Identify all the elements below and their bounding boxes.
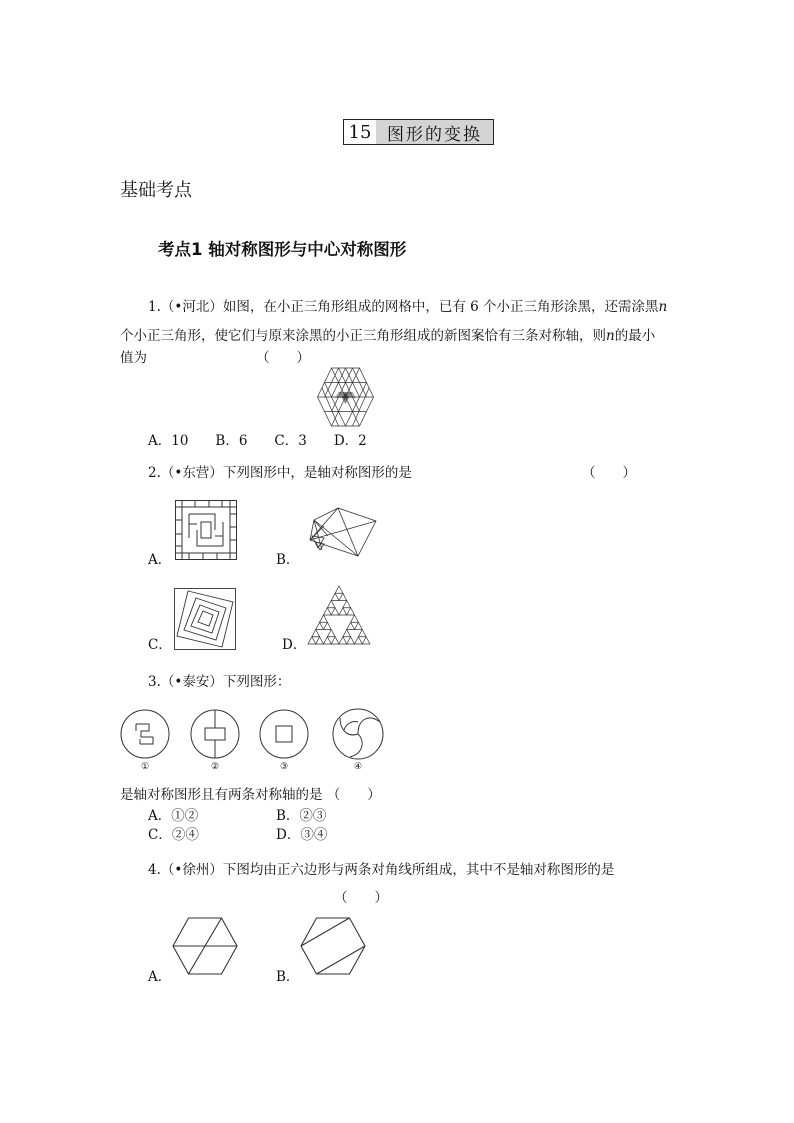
q2-label-d: D． [282,637,307,653]
circle-label-4: ④ [354,762,363,772]
circle-figure-2 [190,709,240,759]
q3-question: 是轴对称图形且有两条对称轴的是 （ ） [120,787,381,803]
circle-label-1: ① [141,762,150,772]
circle-label-2: ② [211,762,220,772]
topic-heading: 考点1 轴对称图形与中心对称图形 [158,240,407,259]
chapter-name: 图形的变换 [376,120,493,144]
q4-answer-paren: （ ） [334,890,388,906]
chapter-title [343,119,494,145]
chapter-number: 15 [348,121,372,143]
rotated-squares-figure [174,588,236,650]
q3-option-d: D．③④ [276,827,328,843]
hexagon-diagonals-figure-a [172,917,238,975]
circle-figure-4-swirl [332,708,384,760]
circle-label-3: ③ [280,762,289,772]
q1-line3: 值为 [120,350,147,366]
q4-stem: 4.（•徐州）下图均由正六边形与两条对角线所组成，其中不是轴对称图形的是 [148,862,615,878]
q3-option-a: A．①② [148,808,199,824]
q1-options: A．10 B．6 C．3 D．2 [148,433,367,449]
section-heading: 基础考点 [120,180,192,201]
q3-stem: 3.（•泰安）下列图形： [148,674,291,690]
spiral-triangles-figure [302,506,378,558]
var-n: n [606,328,615,344]
brick-pattern-figure [175,500,237,560]
q2-stem: 2.（•东营）下列图形中，是轴对称图形的是 [148,465,412,481]
q1-line2: 个小正三角形，使它们与原来涂黑的小正三角形组成的新图案恰有三条对称轴，则n的最小 [120,328,656,344]
q2-label-c: C． [148,637,172,653]
circle-figure-3 [259,709,309,759]
shaded-triangle [342,398,349,404]
q1-answer-paren: （ ） [256,350,310,366]
q4-label-a: A． [148,969,172,985]
q3-option-c: C．②④ [148,827,199,843]
var-n: n [658,299,668,315]
q4-label-b: B． [276,969,300,985]
q1-line1: 1.（•河北）如图，在小正三角形组成的网格中，已有 6 个小正三角形涂黑，还需涂黑n [148,299,668,315]
q2-answer-paren: （ ） [582,465,636,481]
sierpinski-triangle-figure [307,585,371,645]
q3-option-b: B．②③ [276,808,327,824]
q2-label-b: B． [276,552,300,568]
q2-label-a: A． [148,552,172,568]
hexagon-diagonals-figure-b [300,917,366,975]
hexagon-triangle-grid-figure [314,368,378,426]
circle-figure-1 [120,709,170,759]
